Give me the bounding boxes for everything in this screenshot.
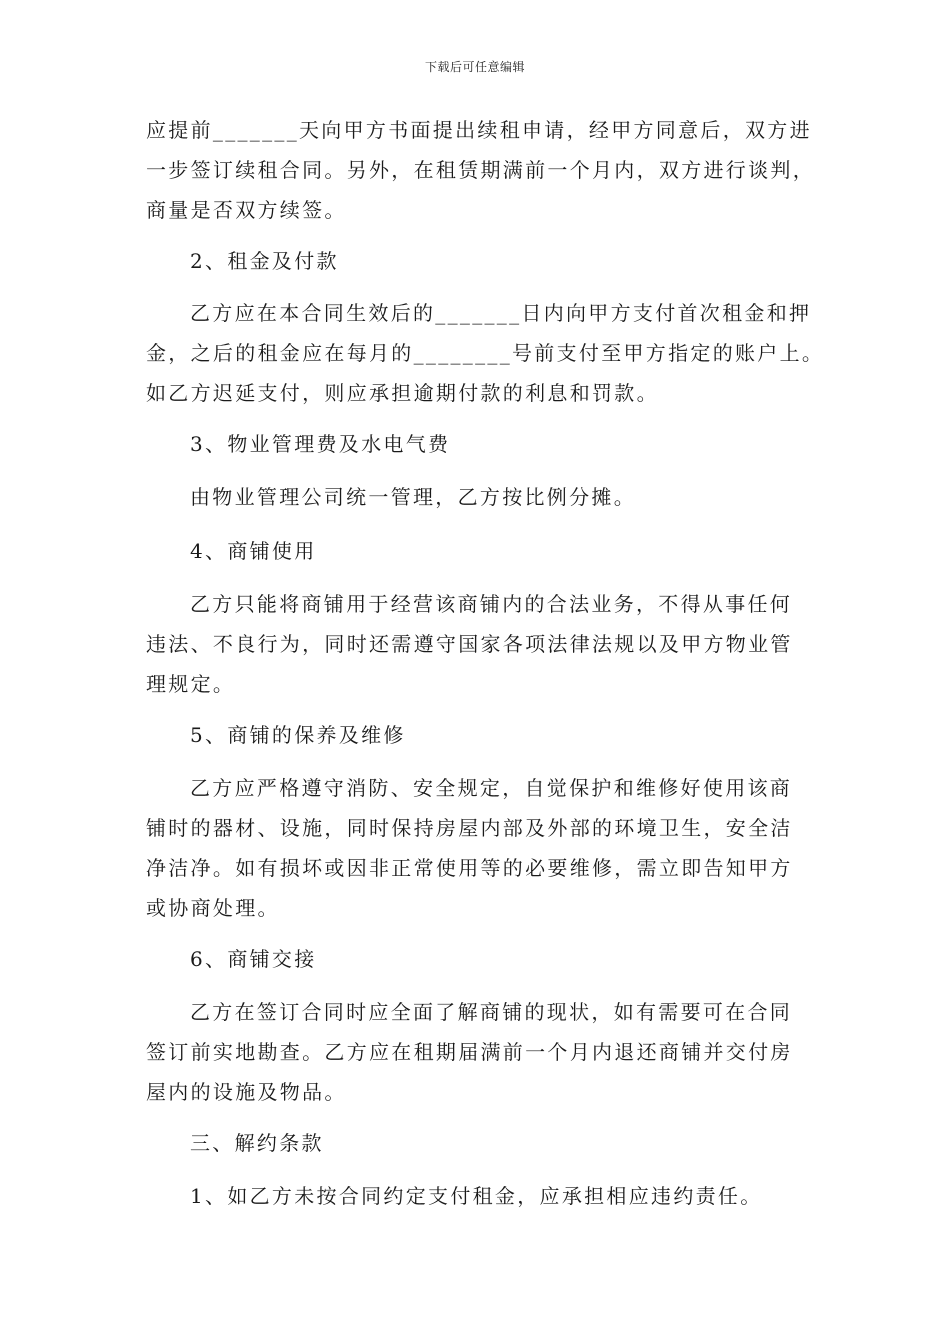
- text-line: 乙方在签订合同时应全面了解商铺的现状，如有需要可在合同: [190, 1000, 793, 1024]
- heading-text: 4、商铺使用: [190, 539, 317, 563]
- paragraph-usage: [146, 584, 806, 704]
- text-line: 铺时的器材、设施，同时保持房屋内部及外部的环境卫生，安全洁: [146, 816, 793, 840]
- text-line: 如乙方迟延支付，则应承担逾期付款的利息和罚款。: [146, 381, 659, 405]
- page-header: 下载后可任意编辑: [424, 60, 525, 74]
- text-line: 净洁净。如有损坏或因非正常使用等的必要维修，需立即告知甲方: [146, 856, 793, 880]
- text-line: 签订前实地勘查。乙方应在租期届满前一个月内退还商铺并交付房: [146, 1040, 793, 1064]
- text-line: 屋内的设施及物品。: [146, 1080, 347, 1104]
- heading-text: 5、商铺的保养及维修: [190, 723, 406, 747]
- section-heading-rent: [146, 241, 850, 281]
- text-line: 金，之后的租金应在每月的________号前支付至甲方指定的账户上。: [146, 341, 825, 365]
- paragraph-termination-1: [146, 1176, 850, 1216]
- paragraph-renewal: [146, 110, 815, 230]
- heading-text: 2、租金及付款: [190, 249, 339, 273]
- paragraph-rent: [146, 293, 825, 413]
- section-heading-termination: [146, 1123, 850, 1163]
- paragraph-maintenance: [146, 768, 806, 928]
- text-line: 违法、不良行为，同时还需遵守国家各项法律法规以及甲方物业管: [146, 632, 793, 656]
- text-line: 理规定。: [146, 672, 236, 696]
- text-line: 商量是否双方续签。: [146, 198, 347, 222]
- section-heading-handover: [146, 939, 850, 979]
- section-heading-usage: [146, 531, 850, 571]
- heading-text: 6、商铺交接: [190, 947, 317, 971]
- text-line: 1、如乙方未按合同约定支付租金，应承担相应违约责任。: [190, 1184, 763, 1208]
- text-line: 乙方应严格遵守消防、安全规定，自觉保护和维修好使用该商: [190, 776, 793, 800]
- text-line: 由物业管理公司统一管理，乙方按比例分摊。: [190, 485, 636, 509]
- paragraph-fees: [146, 477, 850, 517]
- text-line: 或协商处理。: [146, 896, 280, 920]
- text-line: 乙方应在本合同生效后的_______日内向甲方支付首次租金和押: [190, 301, 812, 325]
- text-line: 乙方只能将商铺用于经营该商铺内的合法业务，不得从事任何: [190, 592, 793, 616]
- heading-text: 3、物业管理费及水电气费: [190, 432, 451, 456]
- text-line: 应提前_______天向甲方书面提出续租申请，经甲方同意后，双方进: [146, 118, 812, 142]
- heading-text: 三、解约条款: [190, 1131, 324, 1155]
- section-heading-maintenance: [146, 715, 850, 755]
- text-line: 一步签订续租合同。另外，在租赁期满前一个月内，双方进行谈判，: [146, 158, 815, 182]
- paragraph-handover: [146, 992, 806, 1112]
- section-heading-fees: [146, 424, 850, 464]
